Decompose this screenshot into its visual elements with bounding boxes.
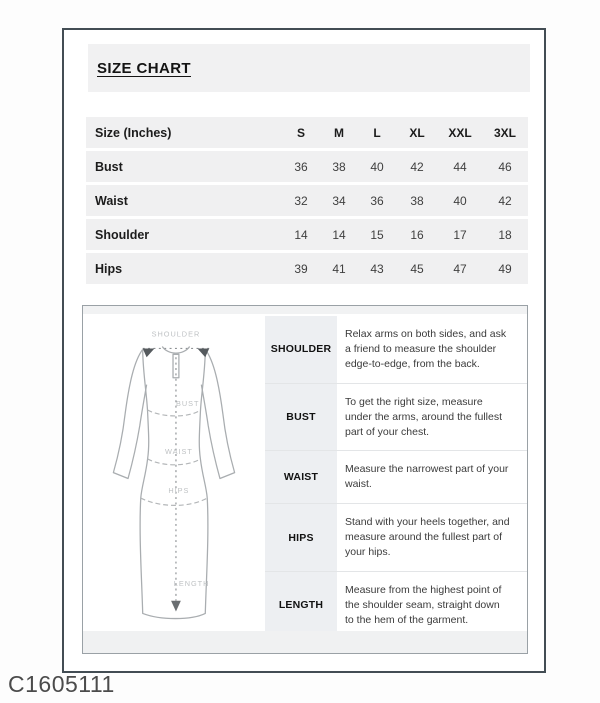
dress-diagram-panel (83, 314, 265, 631)
cell-value: 40 (370, 159, 384, 174)
row-label: Hips (95, 261, 123, 276)
diagram-length-label: LENGTH (173, 579, 210, 589)
guide-content (83, 314, 527, 631)
guide-row-hips (265, 503, 527, 571)
cell-value: 36 (294, 159, 308, 174)
cell-value: 18 (498, 227, 512, 242)
cell-value: 36 (370, 193, 384, 208)
cell-value: 38 (410, 193, 424, 208)
guide-row-text: Measure the narrowest part of your waist. (345, 463, 509, 491)
cell-value: 47 (453, 261, 467, 276)
table-row-bust (86, 151, 528, 182)
guide-row-length (265, 571, 527, 639)
guide-row-text: Measure from the highest point of the shoulder seam, straight down to the hem of the garment. (345, 583, 502, 626)
guide-top-strip (83, 306, 527, 314)
guide-row-shoulder (265, 316, 527, 383)
cell-value: 46 (498, 159, 512, 174)
size-table (86, 117, 528, 287)
diagram-bust-label: BUST (175, 399, 200, 409)
cell-value: 45 (410, 261, 424, 276)
size-col-3xl: 3XL (493, 125, 516, 140)
table-row-waist (86, 185, 528, 216)
cell-value: 44 (453, 159, 467, 174)
guide-row-bust (265, 383, 527, 451)
page-title: SIZE CHART (97, 59, 191, 77)
cell-value: 41 (332, 261, 346, 276)
guide-row-waist (265, 450, 527, 503)
cell-value: 17 (453, 227, 467, 242)
cell-value: 32 (294, 193, 308, 208)
diagram-waist-label: WAIST (164, 447, 193, 457)
guide-row-text: To get the right size, measure under the arms, around the fullest part of your chest. (345, 395, 503, 438)
cell-value: 14 (294, 227, 308, 242)
cell-value: 34 (332, 193, 346, 208)
guide-row-label: SHOULDER (265, 316, 337, 383)
size-chart-card (62, 28, 546, 673)
cell-value: 42 (498, 193, 512, 208)
product-code: C1605111 (8, 671, 115, 697)
size-col-m: M (334, 125, 344, 140)
size-table-header-row (86, 117, 528, 148)
guide-row-text: Stand with your heels together, and measure around the fullest part of your hips. (345, 516, 510, 559)
cell-value: 40 (453, 193, 467, 208)
diagram-shoulder-label: SHOULDER (151, 329, 201, 339)
guide-row-text: Relax arms on both sides, and ask a friend to measure the shoulder edge-to-edge, from the back. (345, 328, 507, 370)
cell-value: 39 (294, 261, 308, 276)
cell-value: 16 (410, 227, 424, 242)
kurti-measurement-diagram-icon (86, 324, 262, 632)
guide-row-label: HIPS (265, 504, 337, 571)
title-band (88, 44, 530, 92)
cell-value: 15 (370, 227, 384, 242)
size-col-xxl: XXL (448, 125, 472, 140)
diagram-hips-label: HIPS (168, 486, 190, 496)
guide-bottom-strip (83, 631, 527, 653)
cell-value: 14 (332, 227, 346, 242)
guide-row-label: WAIST (265, 451, 337, 503)
size-col-s: S (296, 125, 305, 140)
cell-value: 42 (410, 159, 424, 174)
size-col-l: L (373, 125, 381, 140)
size-col-xl: XL (409, 125, 425, 140)
row-label: Waist (95, 193, 128, 208)
measuring-guide-box (82, 305, 528, 654)
cell-value: 38 (332, 159, 346, 174)
row-label: Shoulder (95, 227, 150, 242)
size-table-header-label: Size (Inches) (95, 125, 172, 140)
cell-value: 49 (498, 261, 512, 276)
cell-value: 43 (370, 261, 384, 276)
guide-instructions (265, 314, 527, 631)
row-label: Bust (95, 159, 123, 174)
guide-row-label: LENGTH (265, 572, 337, 639)
table-row-hips (86, 253, 528, 284)
guide-row-label: BUST (265, 384, 337, 451)
table-row-shoulder (86, 219, 528, 250)
